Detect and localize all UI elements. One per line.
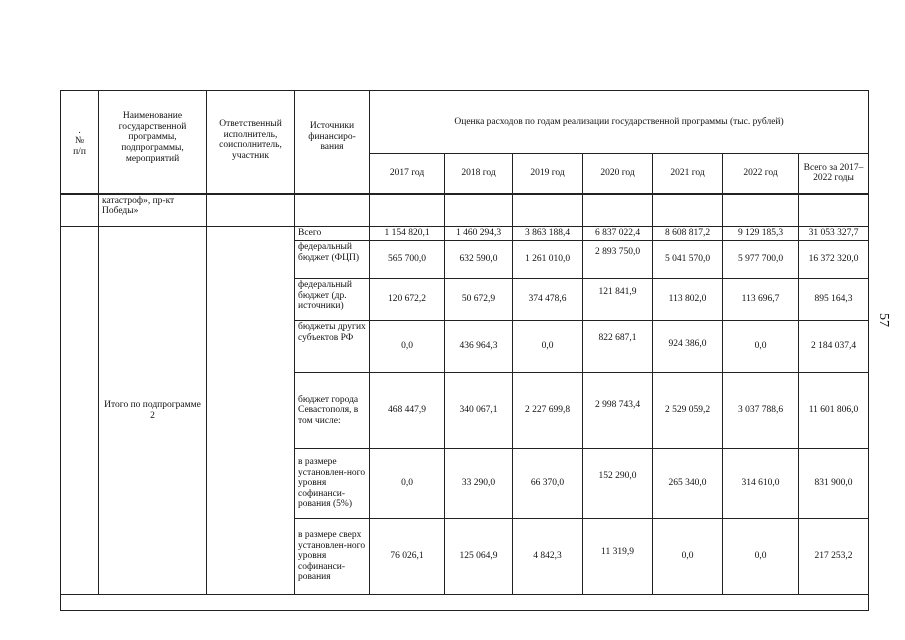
value-cell: 50 672,9 — [445, 279, 513, 321]
value-cell: 0,0 — [723, 321, 799, 373]
value-cell: 152 290,0 — [583, 449, 653, 519]
value-cell: 11 319,9 — [583, 519, 653, 595]
value-cell: 436 964,3 — [445, 321, 513, 373]
header-year: 2020 год — [583, 154, 653, 194]
value-cell: 76 026,1 — [370, 519, 445, 595]
value-cell: 217 253,2 — [799, 519, 869, 595]
value-cell: 374 478,6 — [513, 279, 583, 321]
value-cell: 5 977 700,0 — [723, 241, 799, 279]
subprogram-total-label: Итого по подпрограмме 2 — [99, 227, 207, 595]
value-cell: 468 447,9 — [370, 373, 445, 449]
header-number-mark: . — [78, 125, 81, 136]
header-year: 2017 год — [370, 154, 445, 194]
value-cell: 0,0 — [513, 321, 583, 373]
value-cell: 2 184 037,4 — [799, 321, 869, 373]
page-number: 57 — [876, 313, 891, 327]
header-year: 2019 год — [513, 154, 583, 194]
header-number-label: № п/п — [73, 136, 86, 158]
value-cell: 822 687,1 — [583, 321, 653, 373]
value-cell: 2 998 743,4 — [583, 373, 653, 449]
value-cell: 11 601 806,0 — [799, 373, 869, 449]
value-cell: 121 841,9 — [583, 279, 653, 321]
value-cell: 113 802,0 — [653, 279, 723, 321]
value-cell: 16 372 320,0 — [799, 241, 869, 279]
value-cell: 33 290,0 — [445, 449, 513, 519]
header-year: 2018 год — [445, 154, 513, 194]
value-cell: 1 460 294,3 — [445, 227, 513, 241]
value-cell: 0,0 — [370, 321, 445, 373]
value-cell: 831 900,0 — [799, 449, 869, 519]
value-cell: 0,0 — [370, 449, 445, 519]
value-cell: 265 340,0 — [653, 449, 723, 519]
value-cell: 8 608 817,2 — [653, 227, 723, 241]
value-cell: 340 067,1 — [445, 373, 513, 449]
header-sources: Источники финансиро-вания — [295, 91, 370, 194]
value-cell: 0,0 — [653, 519, 723, 595]
value-cell: 31 053 327,7 — [799, 227, 869, 241]
document-page — [60, 90, 868, 611]
source-cell: бюджеты других субъектов РФ — [295, 321, 370, 373]
value-cell: 66 370,0 — [513, 449, 583, 519]
header-responsible: Ответственный исполнитель, соисполнитель, участник — [207, 91, 295, 194]
source-cell: федеральный бюджет (ФЦП) — [295, 241, 370, 279]
value-cell: 6 837 022,4 — [583, 227, 653, 241]
header-year: 2021 год — [653, 154, 723, 194]
table-row — [61, 194, 869, 227]
value-cell: 2 893 750,0 — [583, 241, 653, 279]
header-name: Наименование государственной программы, подпрограммы, мероприятий — [99, 91, 207, 194]
value-cell: 632 590,0 — [445, 241, 513, 279]
value-cell: 5 041 570,0 — [653, 241, 723, 279]
value-cell: 895 164,3 — [799, 279, 869, 321]
table-row — [61, 227, 869, 241]
source-cell: федеральный бюджет (др. источники) — [295, 279, 370, 321]
value-cell: 3 863 188,4 — [513, 227, 583, 241]
table-row — [61, 595, 869, 611]
value-cell: 924 386,0 — [653, 321, 723, 373]
value-cell: 565 700,0 — [370, 241, 445, 279]
value-cell: 125 064,9 — [445, 519, 513, 595]
value-cell: 113 696,7 — [723, 279, 799, 321]
budget-table — [60, 90, 869, 611]
value-cell: 2 529 059,2 — [653, 373, 723, 449]
header-number — [61, 91, 99, 194]
value-cell: 2 227 699,8 — [513, 373, 583, 449]
header-total: Всего за 2017–2022 годы — [799, 154, 869, 194]
source-cell: Всего — [295, 227, 370, 241]
value-cell: 1 154 820,1 — [370, 227, 445, 241]
value-cell: 1 261 010,0 — [513, 241, 583, 279]
value-cell: 314 610,0 — [723, 449, 799, 519]
source-cell: в размере сверх установлен-ного уровня софинанси-рования — [295, 519, 370, 595]
continuation-name: катастроф», пр-кт Победы» — [99, 194, 207, 227]
header-year: 2022 год — [723, 154, 799, 194]
header-estimate: Оценка расходов по годам реализации государственной программы (тыс. рублей) — [370, 91, 869, 154]
value-cell: 120 672,2 — [370, 279, 445, 321]
value-cell: 4 842,3 — [513, 519, 583, 595]
source-cell: в размере установлен-ного уровня софинанси-рования (5%) — [295, 449, 370, 519]
value-cell: 3 037 788,6 — [723, 373, 799, 449]
value-cell: 0,0 — [723, 519, 799, 595]
value-cell: 9 129 185,3 — [723, 227, 799, 241]
source-cell: бюджет города Севастополя, в том числе: — [295, 373, 370, 449]
